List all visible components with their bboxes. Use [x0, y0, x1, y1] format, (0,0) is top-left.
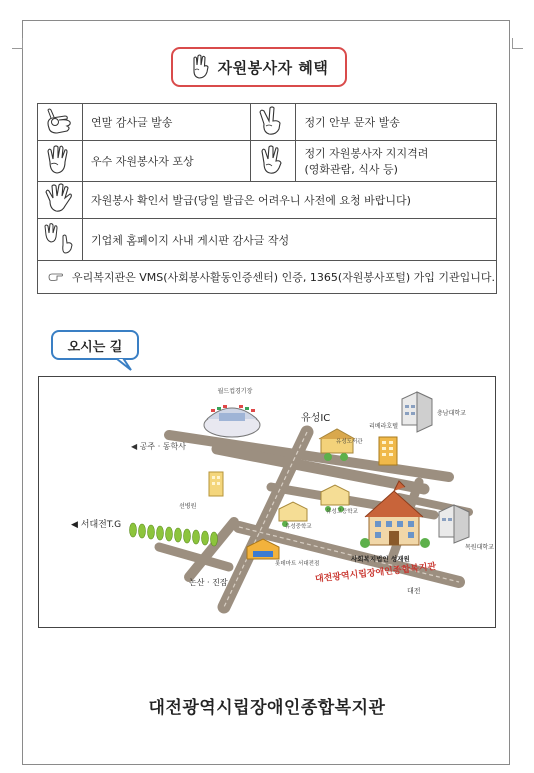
map-label-gongju: ◀ 공주 · 동학사: [131, 442, 186, 451]
map-label-worldcup: 월드컵경기장: [217, 388, 253, 395]
benefit-encouragement-line2: (영화관람, 식사 등): [304, 163, 398, 176]
benefit-excellent-award: 우수 자원봉사자 포상: [83, 141, 251, 182]
chungnam-univ-icon: [402, 392, 432, 432]
map-label-seonbyeong: 선병원: [179, 503, 197, 510]
worldcup-stadium-icon: [204, 405, 260, 437]
benefit-regular-sms: 정기 안부 문자 발송: [296, 104, 497, 141]
three-fingers-icon: [256, 144, 290, 176]
map-label-yuseong-middle: 유성중학교: [285, 524, 312, 530]
benefit-company-board: 기업체 홈페이지 사내 게시판 감사글 작성: [83, 219, 497, 261]
riviera-hotel-icon: [379, 437, 397, 465]
benefit-certificate: 자원봉사 확인서 발급(당일 발급은 어려우니 사전에 요청 바랍니다): [83, 182, 497, 219]
benefit-encouragement-line1: 정기 자원봉사자 지지격려: [304, 147, 429, 160]
map-label-welfare-big: 대전광역시립장애인종합복지관: [314, 562, 437, 585]
map-label-riviera: 리베라호텔: [369, 423, 398, 430]
pointing-hand-icon: [48, 272, 64, 282]
benefit-year-end-letter: 연말 감사글 발송: [83, 104, 251, 141]
mokwon-univ-icon: [439, 505, 469, 543]
tree-row: [130, 523, 218, 546]
ok-hand-icon: [43, 106, 77, 136]
map-label-lotte: 롯데마트 서대전점: [275, 561, 320, 567]
yuseong-high-icon: [321, 485, 349, 512]
footer-org-name: 대전광역시립장애인종합복지관: [148, 698, 386, 718]
map-label-yuseong-ic: 유성IC: [301, 413, 331, 424]
benefit-icon-cell: [251, 104, 296, 141]
map-label-yuseong-hall: 유성도서관: [336, 439, 363, 445]
benefit-icon-cell: [38, 219, 83, 261]
directions-label-text: 오시는 길: [67, 339, 123, 355]
map-label-seodaejeon: ◀ 서대전T.G: [71, 520, 122, 530]
map-label-chungnam: 충남대학교: [437, 410, 466, 417]
page-title: 자원봉사자 혜택: [217, 58, 329, 77]
map-label-welfare-small: 사회복지법인 성재원: [351, 555, 410, 563]
five-fingers-icon: [43, 183, 77, 215]
map-label-mokwon: 목원대학교: [465, 544, 494, 551]
map-label-nonsan: 논산 · 진잠: [189, 578, 228, 587]
benefit-icon-cell: [38, 104, 83, 141]
benefit-icon-cell: [38, 182, 83, 219]
notice-text: 우리복지관은 VMS(사회봉사활동인증센터) 인증, 1365(자원봉사포털) 가입 기관입니다.: [72, 271, 496, 284]
notice: [38, 261, 496, 293]
benefit-encouragement: [296, 141, 497, 182]
benefit-icon-cell: [251, 141, 296, 182]
directions-label: [51, 330, 139, 360]
three-fingers-icon: [190, 54, 212, 80]
benefits-table: [37, 103, 497, 294]
six-fingers-icon: [43, 221, 77, 255]
benefit-icon-cell: [38, 141, 83, 182]
directions-map: [38, 376, 496, 628]
map-label-yuseong-high: 유성고등학교: [326, 509, 358, 515]
seonbyeong-hospital-icon: [209, 472, 223, 496]
four-fingers-icon: [43, 144, 77, 176]
map-label-daejeon: 대전: [407, 587, 421, 595]
title-box: [171, 47, 347, 87]
map-drawing: [39, 377, 496, 628]
notice-cell: [38, 261, 497, 294]
peace-hand-icon: [256, 106, 290, 136]
